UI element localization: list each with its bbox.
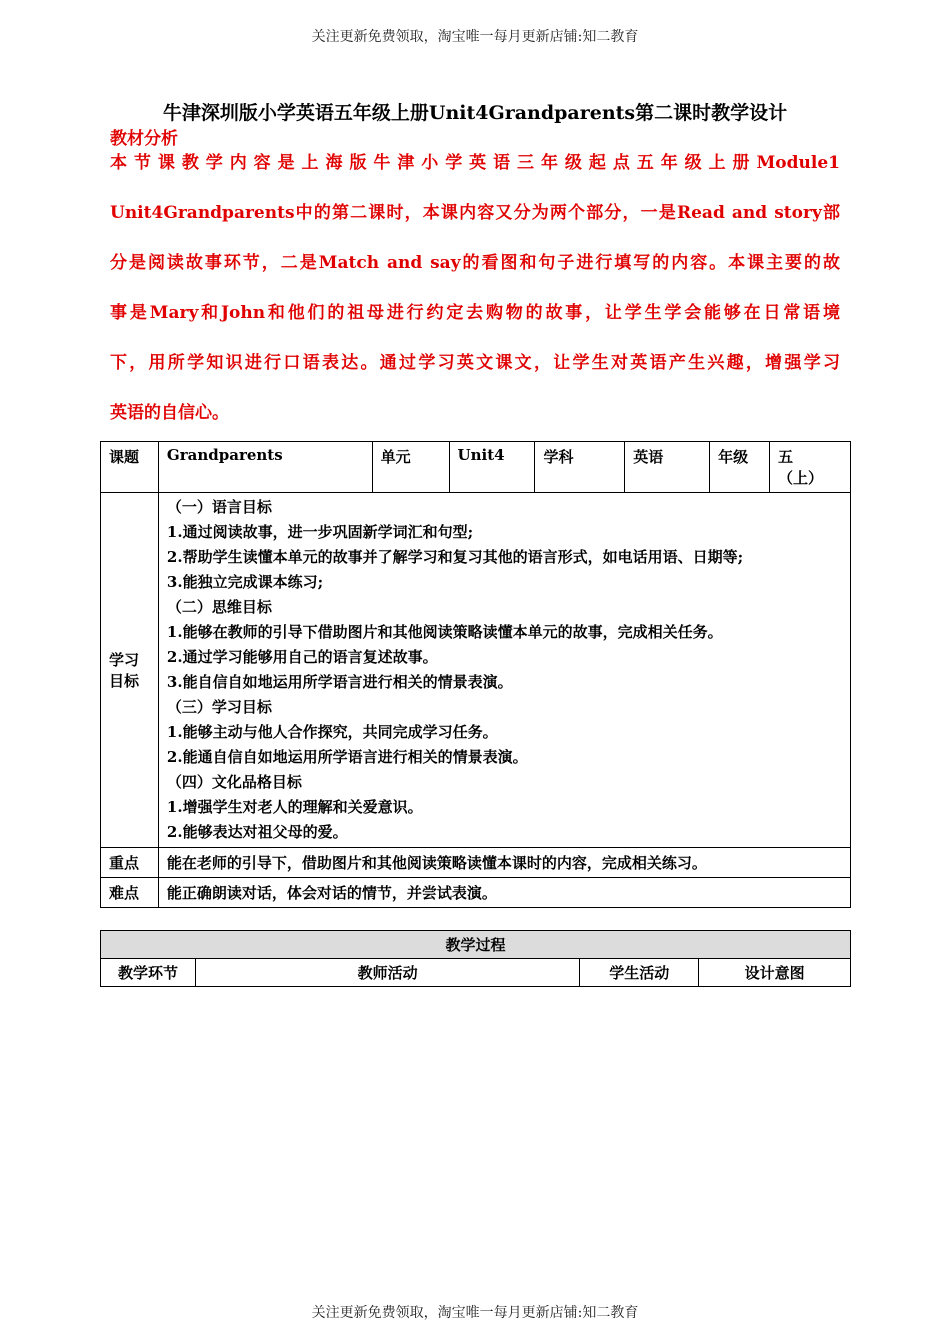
grade-main: 五 [777, 448, 793, 466]
analysis-line: 事是Mary和John和他们的祖母进行约定去购物的故事，让学生学会能够在日常语境 [110, 303, 840, 323]
footer-note: 关注更新免费领取，淘宝唯一每月更新店铺:知二教育 [311, 1305, 639, 1321]
analysis-line: 下，用所学知识进行口语表达。通过学习英文课文，让学生对英语产生兴趣，增强学习 [110, 353, 840, 373]
process-title-row [101, 931, 851, 959]
goal-line: 2.能够表达对祖父母的爱。 [166, 823, 348, 841]
goals-label [101, 493, 159, 848]
goals-content [158, 493, 850, 848]
key-value: 能在老师的引导下，借助图片和其他阅读策略读懂本课时的内容，完成相关练习。 [158, 848, 850, 878]
col-design-intent: 设计意图 [699, 959, 851, 987]
goals-label-line: 学习 [109, 651, 140, 669]
difficulty-label: 难点 [101, 878, 159, 908]
col-stage: 教学环节 [101, 959, 196, 987]
key-label: 重点 [101, 848, 159, 878]
goal-line: 1.通过阅读故事，进一步巩固新学词汇和句型; [166, 523, 474, 541]
difficulty-value: 能正确朗读对话，体会对话的情节，并尝试表演。 [158, 878, 850, 908]
analysis-line: Unit4Grandparents中的第二课时，本课内容又分为两个部分，一是Read and story部 [110, 203, 840, 223]
subject-label: 学科 [535, 442, 625, 493]
info-row-header [101, 442, 851, 493]
goal-line: 3.能独立完成课本练习; [166, 573, 324, 591]
unit-label: 单元 [372, 442, 449, 493]
analysis-line: 分是阅读故事环节，二是Match and say的看图和句子进行填写的内容。本课主要的故 [110, 253, 840, 273]
analysis-heading: 教材分析 [110, 129, 178, 149]
document-title: 牛津深圳版小学英语五年级上册Unit4Grandparents第二课时教学设计 [162, 102, 788, 124]
process-title: 教学过程 [101, 931, 851, 959]
analysis-line: 英语的自信心。 [110, 403, 229, 423]
grade-label: 年级 [710, 442, 770, 493]
goal-line: 2.通过学习能够用自己的语言复述故事。 [166, 648, 438, 666]
goal-line: （一）语言目标 [166, 498, 272, 516]
analysis-line: 本节课教学内容是上海版牛津小学英语三年级起点五年级上册Module1 [110, 153, 840, 173]
grade-sub: （上） [777, 469, 823, 487]
info-row-key [101, 848, 851, 878]
info-table [100, 441, 851, 908]
goal-line: 1.增强学生对老人的理解和关爱意识。 [166, 798, 423, 816]
goal-line: （二）思维目标 [166, 598, 272, 616]
goal-line: 3.能自信自如地运用所学语言进行相关的情景表演。 [166, 673, 513, 691]
col-student-activity: 学生活动 [580, 959, 699, 987]
info-row-difficulty [101, 878, 851, 908]
goals-label-line: 目标 [109, 672, 140, 690]
subject-value: 英语 [625, 442, 710, 493]
unit-value: Unit4 [449, 442, 535, 493]
goal-line: 1.能够在教师的引导下借助图片和其他阅读策略读懂本单元的故事，完成相关任务。 [166, 623, 723, 641]
process-header-row [101, 959, 851, 987]
analysis-paragraph [110, 138, 840, 438]
col-teacher-activity: 教师活动 [195, 959, 579, 987]
header-note: 关注更新免费领取，淘宝唯一每月更新店铺:知二教育 [311, 29, 639, 45]
goal-line: 2.能通自信自如地运用所学语言进行相关的情景表演。 [166, 748, 528, 766]
grade-value [769, 442, 850, 493]
topic-label: 课题 [101, 442, 159, 493]
goal-line: 2.帮助学生读懂本单元的故事并了解学习和复习其他的语言形式，如电话用语、日期等; [166, 548, 744, 566]
topic-value: Grandparents [158, 442, 372, 493]
goal-line: 1.能够主动与他人合作探究，共同完成学习任务。 [166, 723, 498, 741]
goal-line: （四）文化品格目标 [166, 773, 302, 791]
info-row-goals [101, 493, 851, 848]
process-table [100, 930, 851, 987]
goal-line: （三）学习目标 [166, 698, 272, 716]
